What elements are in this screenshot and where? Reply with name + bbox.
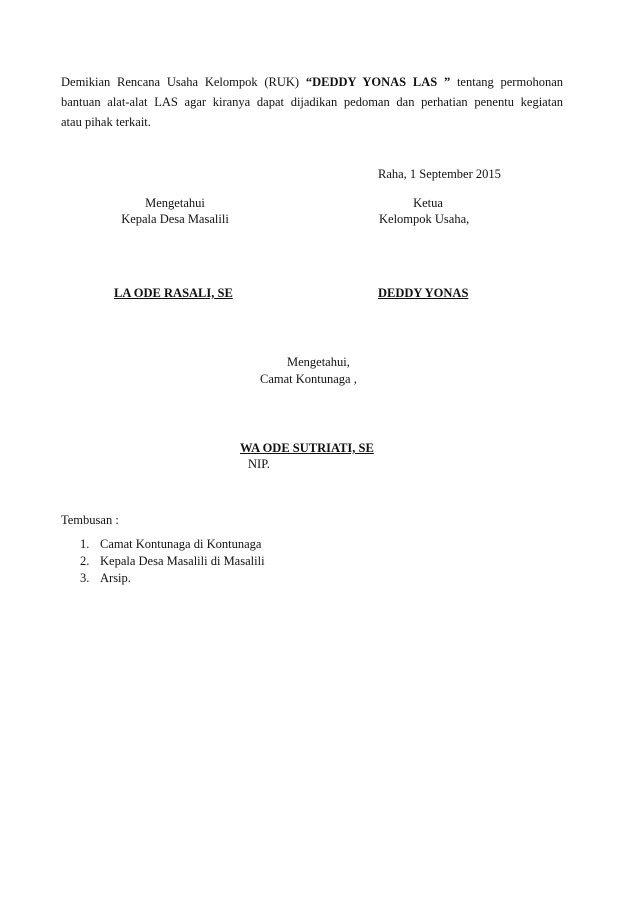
right-signatory-name: DEDDY YONAS [378,286,469,300]
cc-item-text: Kepala Desa Masalili di Masalili [100,554,265,568]
cc-item-text: Arsip. [100,571,131,585]
left-signatory-name: LA ODE RASALI, SE [114,286,233,300]
cc-list [80,536,265,587]
left-signatory-position: Kepala Desa Masalili [121,212,229,226]
paragraph-line-3: atau pihak terkait. [61,115,151,129]
cc-item-number: 2. [80,554,90,568]
right-signatory-title: Ketua [413,196,443,210]
place-date: Raha, 1 September 2015 [378,167,501,181]
paragraph-line-2: bantuan alat-alat LAS agar kiranya dapat dijadikan pedoman dan perhatian penentu kegiatan [61,95,563,109]
cc-item-text: Camat Kontunaga di Kontunaga [100,537,262,551]
cc-item-number: 1. [80,537,90,551]
group-name: “DEDDY YONAS LAS ” [305,75,451,89]
paragraph-line-1-prefix: Demikian Rencana Usaha Kelompok (RUK) [61,75,306,89]
cc-list-item [80,570,265,587]
right-signatory-position: Kelompok Usaha, [379,212,470,226]
left-signatory-title: Mengetahui [145,196,205,210]
closing-paragraph [61,72,563,132]
center-signatory-position: Camat Kontunaga , [260,372,357,386]
cc-list-item [80,553,265,570]
nip-label: NIP. [248,457,270,471]
paragraph-line-1-suffix: tentang permohonan [450,75,563,89]
paragraph-line-1 [61,72,563,92]
cc-item-number: 3. [80,571,90,585]
center-signatory-title: Mengetahui, [287,355,350,369]
cc-heading: Tembusan : [61,513,119,527]
center-signatory-name: WA ODE SUTRIATI, SE [240,441,374,455]
cc-list-item [80,536,265,553]
